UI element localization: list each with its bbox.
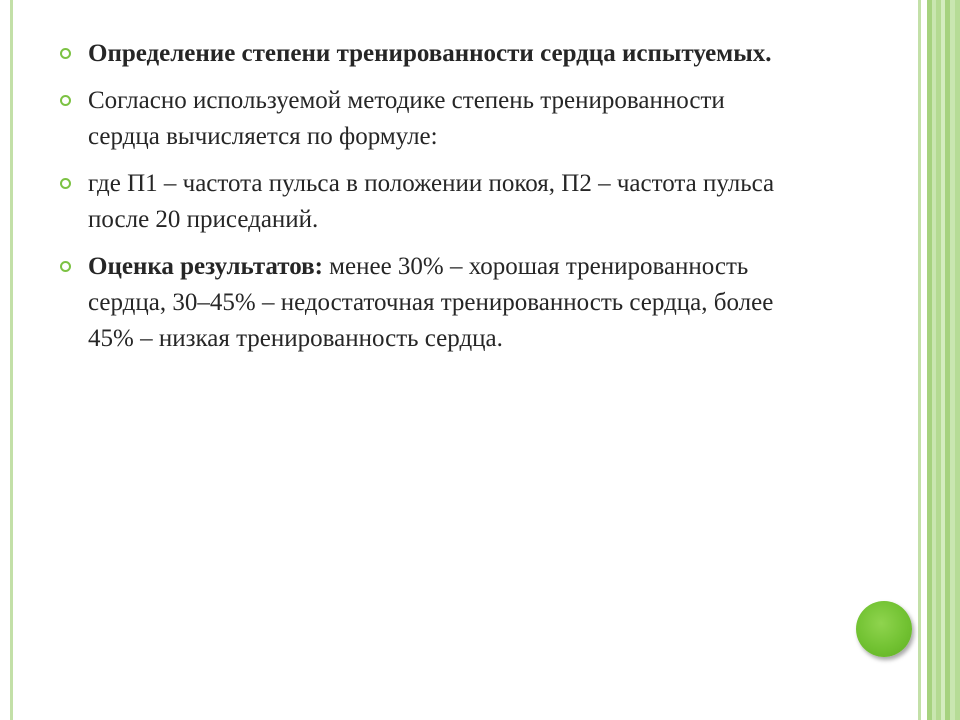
right-frame-line bbox=[918, 0, 921, 720]
left-frame-line bbox=[10, 0, 13, 720]
bullet-item-2 bbox=[60, 83, 800, 155]
ring-bullet-icon bbox=[60, 95, 71, 106]
bullet-3-text: где П1 – частота пульса в положении покоя, П2 – частота пульса после 20 приседаний. bbox=[88, 170, 775, 233]
bullet-4-bold-text: Оценка результатов: bbox=[88, 253, 323, 280]
ring-bullet-icon bbox=[60, 178, 71, 189]
slide-content bbox=[60, 36, 800, 368]
right-decorative-bar bbox=[927, 0, 960, 720]
bullet-item-3 bbox=[60, 166, 800, 238]
bullet-2-text: Согласно используемой методике степень тренированности сердца вычисляется по формуле: bbox=[88, 87, 725, 150]
ring-bullet-icon bbox=[60, 48, 71, 59]
bullet-item-4 bbox=[60, 249, 800, 357]
bullet-1-bold-text: Определение степени тренированности сердца испытуемых. bbox=[88, 40, 772, 67]
bullet-item-1 bbox=[60, 36, 800, 72]
green-circle-icon bbox=[856, 601, 912, 657]
bullet-4-text: менее 30% – хорошая тренированность сердца, 30–45% – недостаточная тренированность сердца, более 45% – низкая тренированность сердца. bbox=[88, 253, 774, 352]
ring-bullet-icon bbox=[60, 261, 71, 272]
